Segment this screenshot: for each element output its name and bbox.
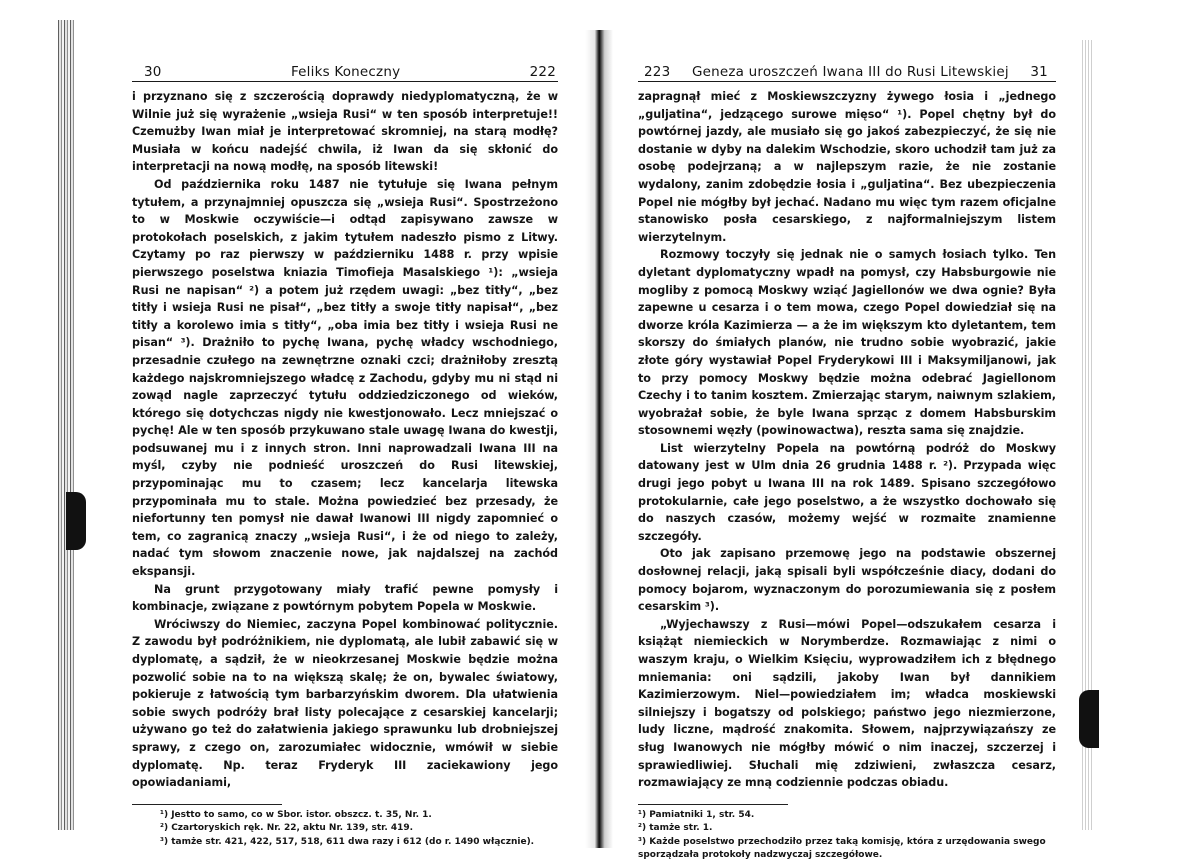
footnotes — [638, 809, 1056, 863]
footnote: ²) Czartoryskich ręk. Nr. 22, aktu Nr. 139, str. 419. — [160, 823, 414, 834]
footnote: ³) Każde poselstwo przechodziło przez taką komisję, która z urzędowania swego sporządzała protokoły nadzwyczaj szczegółowe. — [638, 836, 1046, 861]
footnote: ¹) Jestto to samo, co w Sbor. istor. obszcz. t. 35, Nr. 1. — [160, 809, 432, 820]
body-text — [132, 88, 558, 792]
paragraph: List wierzytelny Popela na powtórną podróż do Moskwy datowany jest w Ulm dnia 26 grudnia 1488 r. ²). Przypada więc drugi jego pobyt u Iwana III na rok 1489. Spisano szczegółowo protokularnie, całe jego poselstwo, a że wszystko dochowało się do naszych czasów, możemy wejść w rozmaite znamienne szczegóły. — [638, 441, 1056, 543]
original-page-number: 222 — [529, 64, 556, 80]
right-page — [638, 64, 1056, 863]
left-page-edges — [58, 20, 74, 830]
running-head-left — [132, 64, 558, 82]
paragraph: Od października roku 1487 nie tytułuje się Iwana pełnym tytułem, a przynajmniej opuszcza się „wsieja Rusi“. Spostrzeżono to w Moskwie oczywiście—i odtąd zapisywano zawsze w protokołach poselskich, z jakim tytułem nadeszło pismo z Litwy. Czytamy po raz pierwszy w październiku 1488 r. przy wpisie pierwszego poselstwa kniazia Timofieja Masalskiego ¹): „wsieja Rusi ne napisan“ ²) a potem już rzędem uwagi: „bez titły“, „bez titły i wsieja Rusi ne pisał“, „bez titły a swoje titły napisał“, „bez titły a korolewo imia s titły“, „oba imia bez titły i wsieja Rusi ne pisan“ ³). Drażniło to pychę Iwana, pychę władcy wschodniego, przesadnie czułego na zewnętrzne oznaki czci; drażniłoby zresztą każdego najskromniejszego władcę z Zachodu, gdyby mu ni stąd ni zowąd nagle zaprzeczyć tytułu oddziedziczonego od wieków, którego się dotychczas nigdy nie kwestjonowało. Lecz mniejszać o pychę! Ale w ten sposób przykuwano stale uwagę Iwana do kwestji, podsuwanej mu i z innych stron. Inni naprowadzali Iwana III na myśl, czyby nie podnieść uroszczeń do Rusi litewskiej, przypominając mu to czasem; lecz kancelarja litewska przypominała mu to stale. Można powiedzieć bez przesady, że niefortunny ten pomysł nie dawał Iwanowi III nigdy zapomnieć o tem, co zagranicą znaczy „wsieja Rusi“, i że od niego to zależy, nadać tym słowom znaczenie nowe, jak najdalszej na zachód ekspansji. — [132, 177, 558, 579]
paragraph: „Wyjechawszy z Rusi—mówi Popel—odszukałem cesarza i książąt niemieckich w Norymberdze. Rozmawiając z nimi o waszym kraju, o Wielkim Księciu, wyprowadziłem ich z błędnego mniemania: oni sądzili, jakoby Iwan był dannikiem Kazimierzowym. Niel—powiedziałem im; władca moskiewski silniejszy i bogatszy od polskiego; państwo jego niezmierzone, ludy liczne, mądrość znakomita. Słowem, najprzywiązańszy ze sług Iwanowych nie mógłby mówić o nim inaczej, szczerzej i sprawiedliwiej. Słuchali mię zdziwieni, zwłaszcza cesarz, rozmawiający ze mną codziennie podczas obiadu. — [638, 617, 1056, 790]
footnote: ¹) Pamiatniki 1, str. 54. — [638, 809, 755, 820]
page-number: 31 — [1030, 64, 1048, 80]
paragraph: i przyznano się z szczerością doprawdy niedyplomatyczną, że w Wilnie już się wyrażenie „wsieja Rusi“ w ten sposób interpretuje!! Czemużby Iwan miał je interpretować skromniej, na starą modłę? Musiała w końcu nadejść chwila, iż Iwan da się skłonić do interpretacji na nową modłę, na sposób litewski! — [132, 90, 558, 174]
running-title: Geneza uroszczeń Iwana III do Rusi Litewskiej — [691, 64, 1009, 80]
page-number: 30 — [144, 64, 162, 80]
paragraph: Na grunt przygotowany miały trafić pewne pomysły i kombinacje, związane z powtórnym pobytem Popela w Moskwie. — [132, 582, 558, 614]
footnote-rule — [132, 804, 282, 805]
paragraph: Oto jak zapisano przemowę jego na podstawie obszernej dosłownej relacji, jaką spisali byli współcześnie diacy, dodani do pomocy bojarom, wyznaczonym do porozumiewania się z posłem cesarskim ³). — [638, 547, 1056, 614]
running-head-right — [638, 64, 1056, 82]
book-gutter — [585, 30, 613, 848]
body-text — [638, 88, 1056, 792]
footnote: ²) tamże str. 1. — [638, 823, 713, 834]
left-clip-mark — [66, 492, 86, 550]
right-clip-mark — [1079, 690, 1099, 748]
paragraph: Wróciwszy do Niemiec, zaczyna Popel kombinować politycznie. Z zawodu był podróżnikiem, nie dyplomatą, ale lubił zabawić się w dyplomatę, a sądził, że w nieokrzesanej Moskwie będzie można pozwolić sobie na to na większą skalę; że on, bywalec światowy, pokieruje z łatwością tym barbarzyńskim dworem. Dla ułatwienia sobie swych podróży brał listy polecające z cesarskiej kancelarji; używano go też do załatwienia jakiego sprawunku lub drobniejszej sprawy, z czego on, zarozumiałec widocznie, wmówił w siebie dyplomatę. Np. teraz Fryderyk III zaciekawiony jego opowiadaniami, — [132, 617, 558, 790]
footnotes — [132, 809, 558, 850]
left-page — [132, 64, 558, 849]
footnote-rule — [638, 804, 788, 805]
paragraph: zapragnął mieć z Moskiewszczyzny żywego łosia i „jednego „guljatina“, jedzącego surowe mięso“ ¹). Popel chętny był do powtórnej jazdy, ale musiało się go jakoś zabezpieczyć, że się nie dostanie w dyby na dalekim Wschodzie, skoro uchodził tam już za osobę podejrzaną; a w najlepszym razie, że nie zostanie wydalony, zanim zdobędzie łosia i „guljatina“. Bez ubezpieczenia Popel nie mógłby był jechać. Nadano mu więc tym razem oficjalne stanowisko posła cesarskiego, z najformalniejszym listem wierzytelnym. — [638, 90, 1056, 244]
paragraph: Rozmowy toczyły się jednak nie o samych łosiach tylko. Ten dyletant dyplomatyczny wpadł na pomysł, czy Habsburgowie nie mogliby z pomocą Moskwy wziąć Jagiellonów we dwa ognie? Była zapewne u cesarza i o tem mowa, czego Popel dowiedział się na dworze króla Kazimierza — a że im większym kto dyletantem, tem skorszy do śmiałych planów, nie trudno sobie wyobrazić, jakie złote góry wystawiał Popel Fryderykowi III i Maksymiljanowi, jak to przy pomocy Moskwy będzie można odebrać Jagiellonom Czechy i to tanim kosztem. Zmierzając starym, naiwnym szlakiem, wyobrażał sobie, że byle Iwana sprząc z domem Habsburskim stosownemi węzły (powinowactwa), reszta sama się znajdzie. — [638, 248, 1056, 438]
footnote: ³) tamże str. 421, 422, 517, 518, 611 dwa razy i 612 (do r. 1490 włącznie). — [160, 836, 535, 847]
original-page-number: 223 — [644, 64, 671, 80]
running-title: Feliks Koneczny — [290, 64, 401, 80]
